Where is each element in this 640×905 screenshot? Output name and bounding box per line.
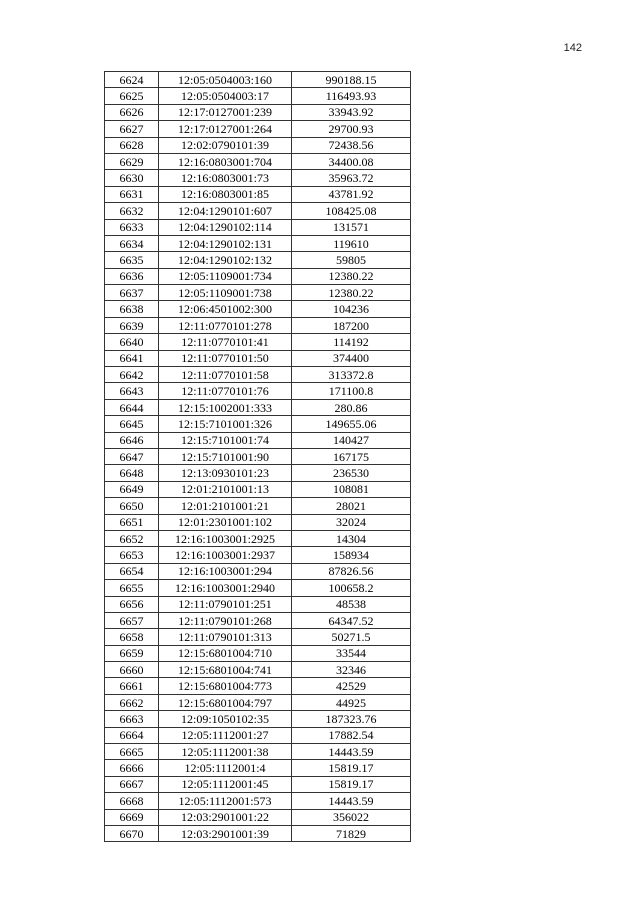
table-row	[105, 432, 411, 448]
table-row	[105, 235, 411, 251]
value-cell: 14304	[292, 530, 411, 546]
cadastral-number-cell: 12:01:2101001:13	[159, 481, 292, 497]
table-row	[105, 662, 411, 678]
value-cell: 131571	[292, 219, 411, 235]
row-number-cell: 6649	[105, 481, 159, 497]
table-row	[105, 760, 411, 776]
row-number-cell: 6652	[105, 530, 159, 546]
row-number-cell: 6643	[105, 383, 159, 399]
table-row	[105, 268, 411, 284]
value-cell: 116493.93	[292, 88, 411, 104]
cadastral-number-cell: 12:03:2901001:39	[159, 825, 292, 841]
value-cell: 104236	[292, 301, 411, 317]
table-row	[105, 465, 411, 481]
row-number-cell: 6635	[105, 252, 159, 268]
value-cell: 32024	[292, 514, 411, 530]
value-cell: 313372.8	[292, 367, 411, 383]
table-row	[105, 137, 411, 153]
cadastral-number-cell: 12:17:0127001:239	[159, 104, 292, 120]
value-cell: 28021	[292, 498, 411, 514]
value-cell: 236530	[292, 465, 411, 481]
cadastral-number-cell: 12:11:0790101:268	[159, 612, 292, 628]
row-number-cell: 6645	[105, 416, 159, 432]
row-number-cell: 6644	[105, 399, 159, 415]
table-row	[105, 744, 411, 760]
cadastral-number-cell: 12:11:0770101:41	[159, 334, 292, 350]
table-row	[105, 219, 411, 235]
row-number-cell: 6646	[105, 432, 159, 448]
table-row	[105, 629, 411, 645]
cadastral-number-cell: 12:15:7101001:74	[159, 432, 292, 448]
row-number-cell: 6664	[105, 727, 159, 743]
row-number-cell: 6662	[105, 694, 159, 710]
cadastral-number-cell: 12:11:0770101:58	[159, 367, 292, 383]
cadastral-number-cell: 12:05:0504003:17	[159, 88, 292, 104]
row-number-cell: 6632	[105, 203, 159, 219]
value-cell: 140427	[292, 432, 411, 448]
table-row	[105, 776, 411, 792]
cadastral-number-cell: 12:13:0930101:23	[159, 465, 292, 481]
table-row	[105, 825, 411, 841]
value-cell: 42529	[292, 678, 411, 694]
cadastral-number-cell: 12:11:0790101:313	[159, 629, 292, 645]
cadastral-number-cell: 12:16:1003001:2925	[159, 530, 292, 546]
cadastral-number-cell: 12:17:0127001:264	[159, 121, 292, 137]
value-cell: 149655.06	[292, 416, 411, 432]
row-number-cell: 6647	[105, 448, 159, 464]
value-cell: 187323.76	[292, 711, 411, 727]
row-number-cell: 6667	[105, 776, 159, 792]
row-number-cell: 6658	[105, 629, 159, 645]
row-number-cell: 6666	[105, 760, 159, 776]
row-number-cell: 6640	[105, 334, 159, 350]
value-cell: 990188.15	[292, 72, 411, 88]
row-number-cell: 6642	[105, 367, 159, 383]
cadastral-number-cell: 12:15:1002001:333	[159, 399, 292, 415]
row-number-cell: 6650	[105, 498, 159, 514]
row-number-cell: 6633	[105, 219, 159, 235]
row-number-cell: 6638	[105, 301, 159, 317]
table-row	[105, 367, 411, 383]
row-number-cell: 6655	[105, 580, 159, 596]
row-number-cell: 6639	[105, 317, 159, 333]
table-row	[105, 334, 411, 350]
value-cell: 119610	[292, 235, 411, 251]
row-number-cell: 6659	[105, 645, 159, 661]
row-number-cell: 6631	[105, 186, 159, 202]
cadastral-number-cell: 12:11:0770101:76	[159, 383, 292, 399]
row-number-cell: 6634	[105, 235, 159, 251]
cadastral-number-cell: 12:15:6801004:710	[159, 645, 292, 661]
table-row	[105, 678, 411, 694]
table-row	[105, 350, 411, 366]
value-cell: 33943.92	[292, 104, 411, 120]
row-number-cell: 6670	[105, 825, 159, 841]
table-row	[105, 580, 411, 596]
cadastral-number-cell: 12:11:0770101:278	[159, 317, 292, 333]
table-row	[105, 481, 411, 497]
cadastral-number-cell: 12:09:1050102:35	[159, 711, 292, 727]
cadastral-number-cell: 12:05:1109001:738	[159, 285, 292, 301]
cadastral-number-cell: 12:15:7101001:90	[159, 448, 292, 464]
cadastral-number-cell: 12:16:1003001:294	[159, 563, 292, 579]
row-number-cell: 6661	[105, 678, 159, 694]
table-row	[105, 514, 411, 530]
cadastral-number-cell: 12:04:1290102:132	[159, 252, 292, 268]
row-number-cell: 6660	[105, 662, 159, 678]
value-cell: 35963.72	[292, 170, 411, 186]
cadastral-number-cell: 12:16:0803001:85	[159, 186, 292, 202]
cadastral-number-cell: 12:11:0770101:50	[159, 350, 292, 366]
data-table	[104, 71, 411, 842]
cadastral-number-cell: 12:15:7101001:326	[159, 416, 292, 432]
cadastral-number-cell: 12:05:1109001:734	[159, 268, 292, 284]
table-row	[105, 104, 411, 120]
table-row	[105, 399, 411, 415]
row-number-cell: 6625	[105, 88, 159, 104]
value-cell: 356022	[292, 809, 411, 825]
value-cell: 108081	[292, 481, 411, 497]
value-cell: 72438.56	[292, 137, 411, 153]
value-cell: 59805	[292, 252, 411, 268]
table-row	[105, 170, 411, 186]
table-row	[105, 383, 411, 399]
value-cell: 17882.54	[292, 727, 411, 743]
table-row	[105, 530, 411, 546]
cadastral-number-cell: 12:05:1112001:45	[159, 776, 292, 792]
value-cell: 108425.08	[292, 203, 411, 219]
row-number-cell: 6651	[105, 514, 159, 530]
table-body	[105, 72, 411, 842]
table-row	[105, 317, 411, 333]
row-number-cell: 6656	[105, 596, 159, 612]
row-number-cell: 6630	[105, 170, 159, 186]
table-row	[105, 809, 411, 825]
row-number-cell: 6636	[105, 268, 159, 284]
value-cell: 12380.22	[292, 268, 411, 284]
cadastral-number-cell: 12:15:6801004:797	[159, 694, 292, 710]
cadastral-number-cell: 12:11:0790101:251	[159, 596, 292, 612]
value-cell: 15819.17	[292, 776, 411, 792]
value-cell: 33544	[292, 645, 411, 661]
value-cell: 374400	[292, 350, 411, 366]
value-cell: 14443.59	[292, 744, 411, 760]
value-cell: 167175	[292, 448, 411, 464]
table-row	[105, 186, 411, 202]
row-number-cell: 6663	[105, 711, 159, 727]
page-number: 142	[563, 42, 582, 54]
table-row	[105, 498, 411, 514]
row-number-cell: 6657	[105, 612, 159, 628]
value-cell: 15819.17	[292, 760, 411, 776]
value-cell: 158934	[292, 547, 411, 563]
value-cell: 100658.2	[292, 580, 411, 596]
row-number-cell: 6627	[105, 121, 159, 137]
table-row	[105, 252, 411, 268]
row-number-cell: 6624	[105, 72, 159, 88]
row-number-cell: 6626	[105, 104, 159, 120]
value-cell: 71829	[292, 825, 411, 841]
value-cell: 171100.8	[292, 383, 411, 399]
table-row	[105, 448, 411, 464]
cadastral-number-cell: 12:16:0803001:73	[159, 170, 292, 186]
row-number-cell: 6628	[105, 137, 159, 153]
table-row	[105, 72, 411, 88]
cadastral-number-cell: 12:15:6801004:741	[159, 662, 292, 678]
cadastral-number-cell: 12:02:0790101:39	[159, 137, 292, 153]
cadastral-number-cell: 12:04:1290101:607	[159, 203, 292, 219]
table-row	[105, 153, 411, 169]
value-cell: 87826.56	[292, 563, 411, 579]
table-row	[105, 711, 411, 727]
table-row	[105, 121, 411, 137]
value-cell: 50271.5	[292, 629, 411, 645]
cadastral-number-cell: 12:05:1112001:4	[159, 760, 292, 776]
value-cell: 114192	[292, 334, 411, 350]
table-row	[105, 301, 411, 317]
value-cell: 280.86	[292, 399, 411, 415]
row-number-cell: 6668	[105, 793, 159, 809]
cadastral-number-cell: 12:04:1290102:114	[159, 219, 292, 235]
cadastral-number-cell: 12:01:2101001:21	[159, 498, 292, 514]
value-cell: 14443.59	[292, 793, 411, 809]
table-row	[105, 285, 411, 301]
table-row	[105, 793, 411, 809]
row-number-cell: 6637	[105, 285, 159, 301]
cadastral-number-cell: 12:05:0504003:160	[159, 72, 292, 88]
table-row	[105, 645, 411, 661]
row-number-cell: 6648	[105, 465, 159, 481]
cadastral-number-cell: 12:06:4501002:300	[159, 301, 292, 317]
value-cell: 12380.22	[292, 285, 411, 301]
row-number-cell: 6641	[105, 350, 159, 366]
row-number-cell: 6653	[105, 547, 159, 563]
value-cell: 43781.92	[292, 186, 411, 202]
row-number-cell: 6629	[105, 153, 159, 169]
table-row	[105, 416, 411, 432]
cadastral-number-cell: 12:05:1112001:27	[159, 727, 292, 743]
cadastral-number-cell: 12:15:6801004:773	[159, 678, 292, 694]
cadastral-number-cell: 12:04:1290102:131	[159, 235, 292, 251]
value-cell: 187200	[292, 317, 411, 333]
table-row	[105, 88, 411, 104]
cadastral-number-cell: 12:01:2301001:102	[159, 514, 292, 530]
table-row	[105, 694, 411, 710]
row-number-cell: 6669	[105, 809, 159, 825]
table-row	[105, 563, 411, 579]
cadastral-number-cell: 12:05:1112001:573	[159, 793, 292, 809]
value-cell: 44925	[292, 694, 411, 710]
cadastral-number-cell: 12:16:0803001:704	[159, 153, 292, 169]
value-cell: 48538	[292, 596, 411, 612]
table-row	[105, 596, 411, 612]
row-number-cell: 6654	[105, 563, 159, 579]
value-cell: 32346	[292, 662, 411, 678]
row-number-cell: 6665	[105, 744, 159, 760]
cadastral-number-cell: 12:05:1112001:38	[159, 744, 292, 760]
table-row	[105, 727, 411, 743]
value-cell: 64347.52	[292, 612, 411, 628]
cadastral-number-cell: 12:16:1003001:2937	[159, 547, 292, 563]
value-cell: 29700.93	[292, 121, 411, 137]
table-row	[105, 547, 411, 563]
cadastral-number-cell: 12:16:1003001:2940	[159, 580, 292, 596]
cadastral-number-cell: 12:03:2901001:22	[159, 809, 292, 825]
table-row	[105, 203, 411, 219]
value-cell: 34400.08	[292, 153, 411, 169]
table-row	[105, 612, 411, 628]
